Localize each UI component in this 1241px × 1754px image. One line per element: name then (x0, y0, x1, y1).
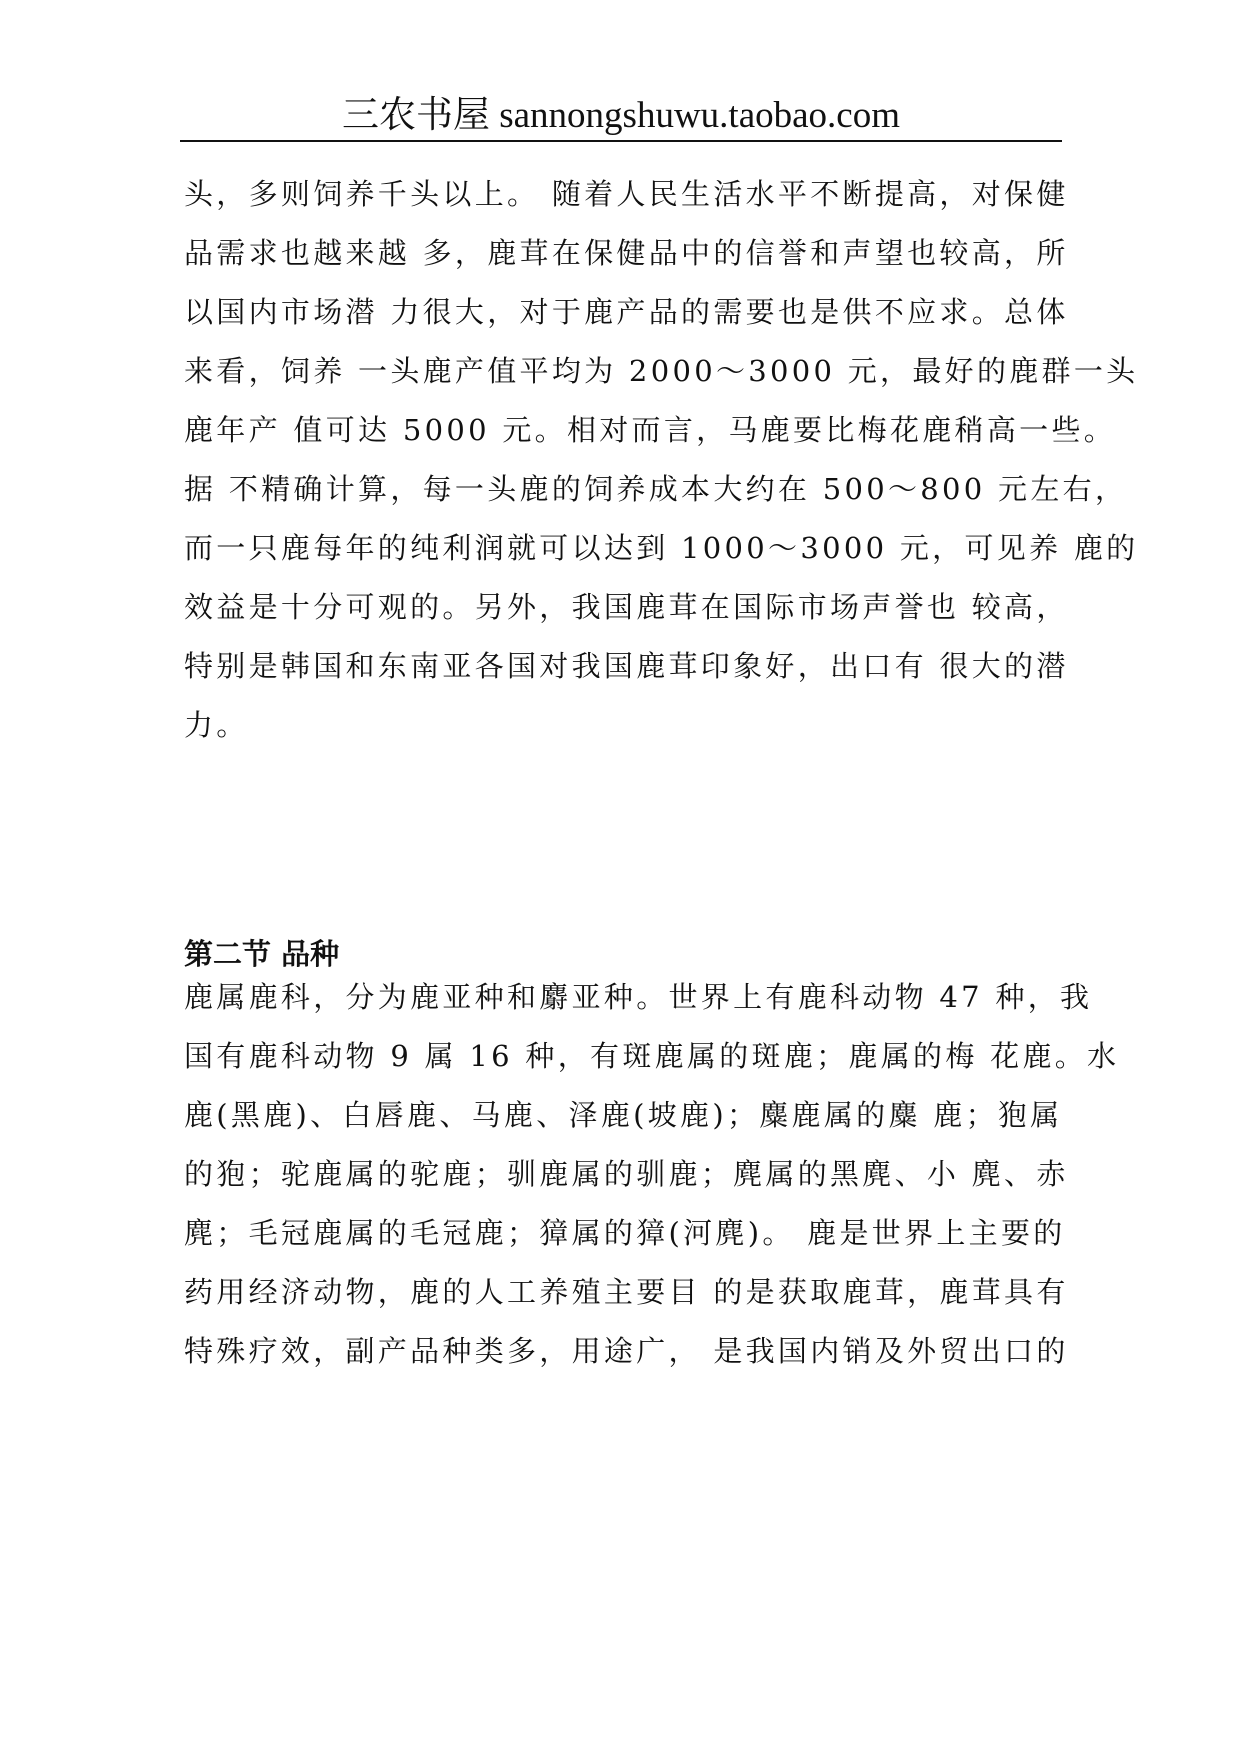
section-heading: 第二节 品种 (184, 937, 340, 971)
paragraph-line: 的狍；驼鹿属的驼鹿；驯鹿属的驯鹿；麂属的黑麂、小 麂、赤 (184, 1157, 1069, 1191)
paragraph-line: 据 不精确计算，每一头鹿的饲养成本大约在 500～800 元左右， (184, 472, 1128, 506)
paragraph-line: 鹿属鹿科，分为鹿亚种和麝亚种。世界上有鹿科动物 47 种，我 (184, 980, 1093, 1014)
paragraph-line: 鹿年产 值可达 5000 元。相对而言，马鹿要比梅花鹿稍高一些。 (184, 413, 1117, 447)
paragraph-line: 以国内市场潜 力很大，对于鹿产品的需要也是供不应求。总体 (184, 295, 1069, 329)
paragraph-line: 特殊疗效，副产品种类多，用途广， 是我国内销及外贸出口的 (184, 1334, 1069, 1368)
paragraph-line: 而一只鹿每年的纯利润就可以达到 1000～3000 元，可见养 鹿的 (184, 531, 1139, 565)
paragraph-line: 国有鹿科动物 9 属 16 种，有斑鹿属的斑鹿；鹿属的梅 花鹿。水 (184, 1039, 1120, 1073)
page-header: 三农书屋 sannongshuwu.taobao.com (341, 95, 901, 136)
paragraph-line: 效益是十分可观的。另外，我国鹿茸在国际市场声誉也 较高， (184, 590, 1069, 624)
paragraph-line: 鹿(黑鹿)、白唇鹿、马鹿、泽鹿(坡鹿)；麋鹿属的麋 鹿；狍属 (184, 1098, 1063, 1132)
paragraph-line: 头，多则饲养千头以上。 随着人民生活水平不断提高，对保健 (184, 177, 1069, 211)
paragraph-line: 麂；毛冠鹿属的毛冠鹿；獐属的獐(河麂)。 鹿是世界上主要的 (184, 1216, 1066, 1250)
paragraph-line: 力。 (184, 708, 249, 742)
header-divider (180, 140, 1062, 142)
paragraph-line: 药用经济动物，鹿的人工养殖主要目 的是获取鹿茸，鹿茸具有 (184, 1275, 1069, 1309)
paragraph-line: 特别是韩国和东南亚各国对我国鹿茸印象好，出口有 很大的潜 (184, 649, 1069, 683)
paragraph-line: 品需求也越来越 多，鹿茸在保健品中的信誉和声望也较高，所 (184, 236, 1069, 270)
paragraph-line: 来看，饲养 一头鹿产值平均为 2000～3000 元，最好的鹿群一头 (184, 354, 1139, 388)
